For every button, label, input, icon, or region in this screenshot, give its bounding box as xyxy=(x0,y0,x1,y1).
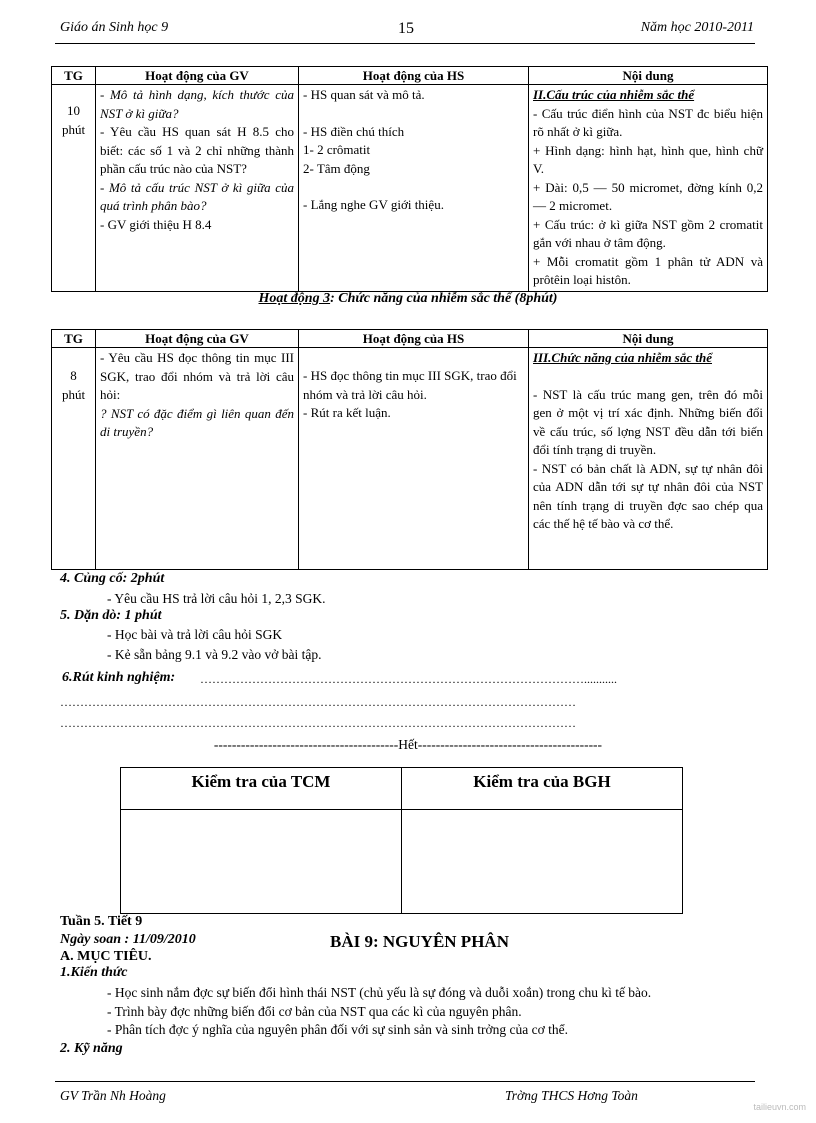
page-number: 15 xyxy=(398,20,414,37)
content-item: - NST là cấu trúc mang gen, trên đó mỗi gen ở một vị trí xác định. Những biến đổi về cấu trúc, số lợng NST đều dẫn tới biến đổi tính trạng di truyền. xyxy=(533,386,763,457)
gv-question: - Mô tả cấu trúc NST ở kì giữa của quá trình phân bào? xyxy=(100,179,294,213)
content-item: - NST có bản chất là ADN, sự tự nhân đôi của ADN dẫn tới sự tự nhân đôi của NST nên tính trạng di truyền đợc sao chép qua các thế hệ tế bào và cơ thể. xyxy=(533,460,763,531)
consolidation-title: 4. Củng cố: 2phút xyxy=(60,571,165,586)
table-row xyxy=(52,348,768,570)
knowledge-item: - Trình bày đợc những biến đổi cơ bản của NST qua các kì của nguyên phân. xyxy=(107,1004,522,1019)
student-activity xyxy=(299,85,529,292)
experience-title: 6.Rút kinh nghiệm: xyxy=(62,670,176,685)
dotted-line: ………………………………………………………………………………………………………………… xyxy=(60,716,576,730)
activity-3-heading xyxy=(0,291,816,307)
col-content: Nội dung xyxy=(529,67,768,85)
prepare-date: Ngày soan : 11/09/2010 xyxy=(60,932,196,947)
content-item: - Cấu trúc điển hình của NST đc biểu hiện rõ nhất ở kì giữa. xyxy=(533,105,763,139)
activity-table-2 xyxy=(51,329,768,570)
header-rule xyxy=(55,43,755,44)
hs-item: - Lắng nghe GV giới thiệu. xyxy=(303,197,444,212)
consolidation-item: - Yêu cầu HS trả lời câu hỏi 1, 2,3 SGK. xyxy=(107,591,326,606)
bgh-check-header: Kiểm tra của BGH xyxy=(402,768,683,810)
knowledge-title: 1.Kiến thức xyxy=(60,965,128,980)
bgh-check-box xyxy=(402,810,683,914)
hs-item: - HS đọc thông tin mục III SGK, trao đổi nhóm và trả lời câu hỏi. xyxy=(303,368,517,402)
col-hs: Hoạt động của HS xyxy=(299,67,529,85)
content-item: + Dài: 0,5 — 50 micromet, đờng kính 0,2 — 2 micromet. xyxy=(533,179,763,213)
time-unit: phút xyxy=(61,386,86,402)
col-hs: Hoạt động của HS xyxy=(299,330,529,348)
section-objectives: A. MỤC TIÊU. xyxy=(60,949,152,964)
knowledge-item: - Học sinh nắm đợc sự biến đổi hình thái NST (chủ yếu là sự đóng và duỗi xoắn) trong chu kì tế bào. xyxy=(107,985,652,1000)
footer-school: Trờng THCS Hơng Toàn xyxy=(505,1088,638,1103)
time-value: 8 xyxy=(70,368,77,383)
homework-item: - Học bài và trả lời câu hỏi SGK xyxy=(107,627,283,642)
time-cell xyxy=(52,348,96,570)
tcm-check-header: Kiểm tra của TCM xyxy=(121,768,402,810)
content-item: + Mỗi cromatit gồm 1 phân tử ADN và prôtêin loại histôn. xyxy=(533,253,763,287)
watermark: tailieuvn.com xyxy=(753,1102,806,1112)
content-item: + Hình dạng: hình hạt, hình que, hình chữ V. xyxy=(533,142,763,176)
col-tg: TG xyxy=(52,330,96,348)
end-marker: -----------------------------------------Hết----------------------------------------- xyxy=(213,737,603,752)
hs-item: - HS điền chú thích xyxy=(303,123,405,139)
activity-table-1 xyxy=(51,66,768,292)
skills-title: 2. Kỹ năng xyxy=(60,1041,123,1056)
dotted-line: ………………………………………………………………………………………………………………… xyxy=(60,695,576,709)
dotted-line: ……………………………………………………………………………………........... xyxy=(200,672,617,686)
teacher-activity xyxy=(96,348,299,570)
time-cell xyxy=(52,85,96,292)
header-school-year: Năm học 2010-2011 xyxy=(640,20,754,35)
col-gv: Hoạt động của GV xyxy=(96,330,299,348)
footer-teacher: GV Trần Nh Hoàng xyxy=(60,1088,166,1103)
homework-title: 5. Dặn dò: 1 phút xyxy=(60,608,162,623)
col-content: Nội dung xyxy=(529,330,768,348)
content-title: II.Cấu trúc của nhiễm sắc thể xyxy=(533,87,695,102)
gv-instruction: - Yêu cầu HS đọc thông tin mục III SGK, trao đổi nhóm và trả lời câu hỏi: xyxy=(100,350,294,402)
time-unit: phút xyxy=(61,121,86,137)
lesson-title: BÀI 9: NGUYÊN PHÂN xyxy=(330,932,509,951)
activity-3-label: Hoạt động 3 xyxy=(258,291,331,306)
gv-question: - Mô tả hình dạng, kích thước của NST ở kì giữa? xyxy=(100,87,294,121)
homework-item: - Kẻ sẵn bảng 9.1 và 9.2 vào vở bài tập. xyxy=(107,647,322,662)
header-subject: Giáo án Sinh học 9 xyxy=(60,20,169,35)
week-lesson: Tuần 5. Tiết 9 xyxy=(60,914,143,929)
content-cell xyxy=(529,85,768,292)
table-row xyxy=(52,85,768,292)
hs-item: - Rút ra kết luận. xyxy=(303,405,391,420)
student-activity xyxy=(299,348,529,570)
activity-3-title: : Chức năng của nhiễm sắc thể (8phút) xyxy=(330,291,558,306)
table-header-row xyxy=(52,330,768,348)
time-value: 10 xyxy=(67,103,80,118)
content-title: III.Chức năng của nhiễm sắc thể xyxy=(533,350,712,365)
knowledge-item: - Phân tích đợc ý nghĩa của nguyên phân đối với sự sinh sản và sinh trởng của cơ thể. xyxy=(107,1022,569,1037)
content-item: + Cấu trúc: ở kì giữa NST gồm 2 cromatit gắn với nhau ở tâm động. xyxy=(533,216,763,250)
hs-item: - HS quan sát và mô tả. xyxy=(303,87,425,102)
table-row xyxy=(121,810,683,914)
gv-instruction: - Yêu cầu HS quan sát H 8.5 cho biết: các số 1 và 2 chỉ những thành phần cấu trúc nào của NST? xyxy=(100,124,294,176)
table-header-row xyxy=(121,768,683,810)
col-gv: Hoạt động của GV xyxy=(96,67,299,85)
gv-question: ? NST có đặc điểm gì liên quan đến di truyền? xyxy=(100,405,294,439)
content-cell xyxy=(529,348,768,570)
hs-item: 2- Tâm động xyxy=(303,160,370,176)
inspection-table xyxy=(120,767,683,914)
gv-instruction: - GV giới thiệu H 8.4 xyxy=(100,216,212,232)
teacher-activity xyxy=(96,85,299,292)
col-tg: TG xyxy=(52,67,96,85)
hs-item: 1- 2 crômatit xyxy=(303,142,371,157)
table-header-row xyxy=(52,67,768,85)
footer-rule xyxy=(55,1081,755,1082)
tcm-check-box xyxy=(121,810,402,914)
